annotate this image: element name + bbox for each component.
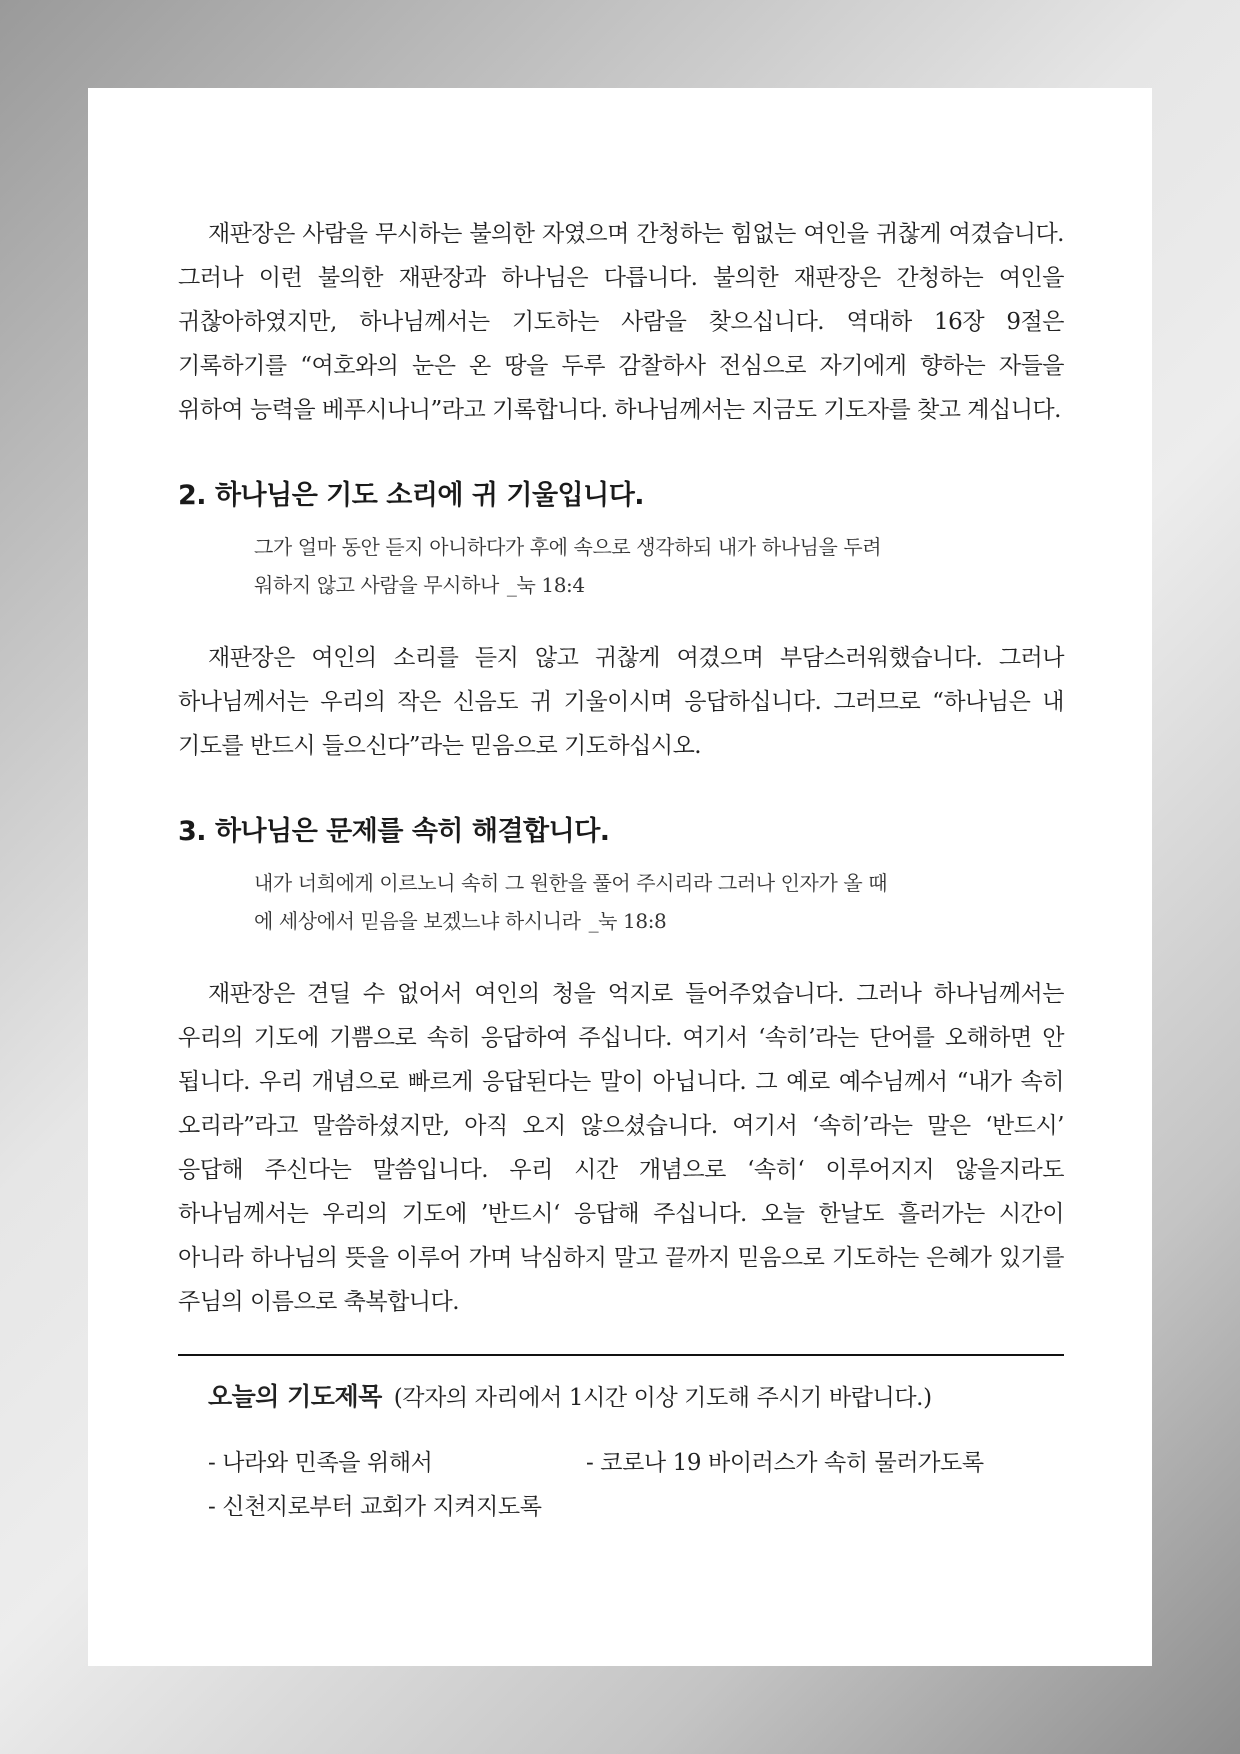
- document-page: [88, 88, 1152, 1666]
- prayer-item: - 코로나 19 바이러스가 속히 물러가도록: [586, 1450, 984, 1476]
- prayer-topics: [208, 1378, 1064, 1527]
- divider: [178, 1354, 1064, 1356]
- section-2-heading: 2. 하나님은 기도 소리에 귀 기울입니다.: [178, 480, 645, 511]
- prayer-note: (각자의 자리에서 1시간 이상 기도해 주시기 바랍니다.): [393, 1385, 932, 1411]
- section-2-paragraph: 재판장은 여인의 소리를 듣지 않고 귀찮게 여겼으며 부담스러워했습니다. 그러나 하나님께서는 우리의 작은 신음도 귀 기울이시며 응답하십니다. 그러므로 “하나님은 내 기도를 반드시 들으신다”라는 믿음으로 기도하십시오.: [178, 645, 1064, 759]
- section-3-heading: 3. 하나님은 문제를 속히 해결합니다.: [178, 816, 610, 847]
- prayer-title: 오늘의 기도제목: [208, 1382, 382, 1411]
- quote-line: 내가 너희에게 이르노니 속히 그 원한을 풀어 주시리라 그러나 인자가 올 때: [254, 871, 888, 895]
- intro-paragraph: 재판장은 사람을 무시하는 불의한 자였으며 간청하는 힘없는 여인을 귀찮게 여겼습니다. 그러나 이런 불의한 재판장과 하나님은 다릅니다. 불의한 재판장은 간청하는 여인을 귀찮아하였지만, 하나님께서는 기도하는 사람을 찾으십니다. 역대하 16장 9절은 기록하기를 “여호와의 눈은 온 땅을 두루 감찰하사 전심으로 자기에게 향하는 자들을 위하여 능력을 베푸시나니”라고 기록합니다. 하나님께서는 지금도 기도자를 찾고 계십니다.: [178, 221, 1064, 423]
- quote-line: 워하지 않고 사람을 무시하나: [254, 573, 499, 597]
- prayer-item: - 나라와 민족을 위해서: [208, 1450, 433, 1476]
- section-3-scripture-quote: [254, 864, 994, 940]
- scripture-reference: _눅 18:4: [506, 573, 585, 597]
- quote-line: 그가 얼마 동안 듣지 아니하다가 후에 속으로 생각하되 내가 하나님을 두려: [254, 535, 882, 559]
- prayer-title-line: [208, 1378, 1064, 1417]
- page-content: [178, 212, 1064, 1527]
- section-3-paragraph: 재판장은 견딜 수 없어서 여인의 청을 억지로 들어주었습니다. 그러나 하나님께서는 우리의 기도에 기쁨으로 속히 응답하여 주십니다. 여기서 ‘속히’라는 단어를 오해하면 안 됩니다. 우리 개념으로 빠르게 응답된다는 말이 아닙니다. 그 예로 예수님께서 “내가 속히 오리라”라고 말씀하셨지만, 아직 오지 않으셨습니다. 여기서 ‘속히’라는 말은 ‘반드시’ 응답해 주신다는 말씀입니다. 우리 시간 개념으로 ‘속히‘ 이루어지지 않을지라도 하나님께서는 우리의 기도에 ’반드시‘ 응답해 주십니다. 오늘 한날도 흘러가는 시간이 아니라 하나님의 뜻을 이루어 가며 낙심하지 말고 끝까지 믿음으로 기도하는 은혜가 있기를 주님의 이름으로 축복합니다.: [178, 981, 1064, 1315]
- quote-line: 에 세상에서 믿음을 보겠느냐 하시니라: [254, 909, 581, 933]
- prayer-item: - 신천지로부터 교회가 지켜지도록: [208, 1494, 542, 1520]
- prayer-list: [208, 1443, 1064, 1527]
- scripture-reference: _눅 18:8: [588, 909, 667, 933]
- section-2-scripture-quote: [254, 528, 994, 604]
